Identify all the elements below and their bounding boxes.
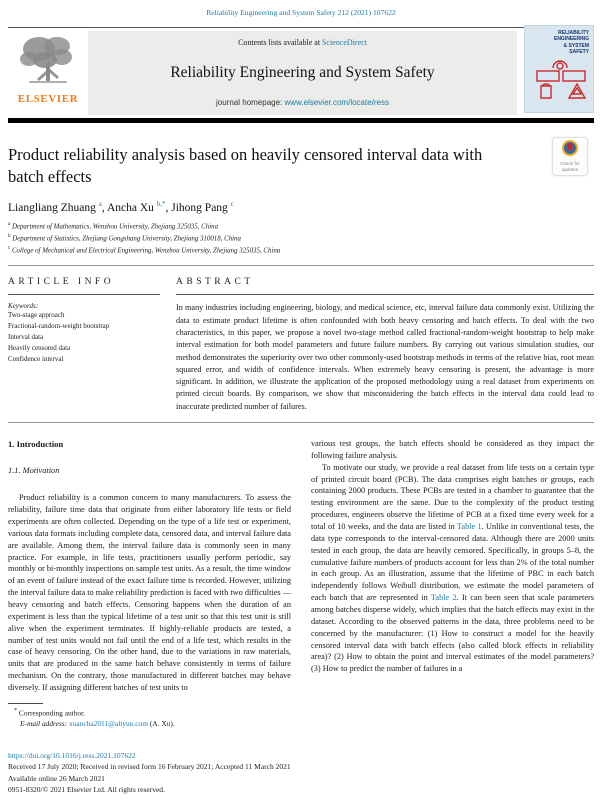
keyword: Interval data — [8, 333, 44, 342]
check-for-updates-icon — [562, 140, 578, 156]
keyword: Two-stage approach — [8, 311, 65, 320]
homepage-label: journal homepage: — [216, 98, 283, 107]
top-divider — [8, 27, 594, 28]
affiliation-text: Department of Mathematics, Wenzhou University, Zhejiang 325035, China — [10, 223, 219, 231]
contents-text: Contents lists available at — [238, 38, 321, 47]
cover-title-line: ENGINEERING — [553, 36, 589, 43]
keyword: Heavily censored data — [8, 343, 71, 352]
title-block — [8, 144, 594, 188]
author-separator: , — [101, 202, 107, 215]
article-body — [8, 438, 594, 730]
affiliation-sup: a — [8, 222, 11, 228]
author-line — [8, 201, 594, 215]
footnote-block — [8, 703, 291, 730]
abstract-bottom-divider — [8, 422, 594, 423]
author — [171, 202, 234, 214]
author-affil-sup: b,* — [156, 200, 166, 209]
body-paragraph: Product reliability is a common concern to many manufacturers. To assess the reliability, failure time data that originate from either laboratory life tests or field experiments are often collected. Depending on the type of a life test or experiment, various data formats including complete data, censored data, and interval failure data are available. Among them, the interval failure data is commonly seen in many practice. For example, in life tests, practitioners usually perform periodic, say monthly or bi-monthly inspections on sample test units. As a result, the time window of an event of failure instead of the exact failure time is recorded. However, utilizing the interval failure data to make reliability prediction is faced with two difficulties — heavy censoring and batch effects. Censoring happens when the duration of an experiment is less than the typical lifetime of a test unit so that this test unit is still alive when the experiment terminates. If highly-reliable products are tested, a number of test units would not fail until the end of a life test, which results in the case of heavy censoring. On the other hand, due to the variations in raw materials, units that are produced in the same batch behave consistently in terms of failure mechanism. On the contrary, those manufactured in different batches may behave diversely. If assigning different batches of test units to — [8, 493, 292, 693]
affiliation-sup: b — [8, 234, 11, 240]
paragraph-text: . Unlike in conventional tests, the data type corresponds to the interval-censored data. Although there are 2000 units tested in each group, the data are heavily censored. Specifically, in groups 5–8, the cumulative failure numbers of products account for less than 2% of the total number in each group. As an illustration, assume that the lifetime of PBC in each batch independently follows Weibull distribution, we estimate the model parameters of each batch that are represented in — [311, 522, 595, 603]
article-title: Product reliability analysis based on heavily censored interval data with batch effects — [8, 145, 483, 186]
body-paragraph: various test groups, the batch effects should be considered as they impact the following failure analysis. — [311, 439, 594, 460]
header-divider-bar — [8, 118, 594, 123]
affiliation-list — [8, 221, 594, 256]
homepage-line — [94, 98, 511, 107]
table-1-link[interactable]: Table 1 — [456, 522, 482, 532]
article-info-heading: ARTICLE INFO — [8, 277, 115, 288]
keyword: Fractional-random-weight bootstrap — [8, 322, 110, 331]
abstract-heading: ABSTRACT — [176, 277, 254, 288]
doi-link[interactable]: https://doi.org/10.1016/j.ress.2021.107622 — [8, 750, 136, 760]
author-separator: , — [165, 202, 172, 215]
abstract-rule — [176, 294, 594, 295]
article-info-column — [8, 277, 160, 413]
available-online: Available online 26 March 2021 — [8, 773, 105, 783]
footnote-marker: * — [14, 707, 18, 714]
affiliation — [8, 233, 594, 245]
body-left-column — [8, 438, 291, 730]
affiliation-sup: c — [8, 245, 11, 251]
author-affil-sup: c — [230, 200, 234, 209]
body-right-column — [311, 438, 594, 730]
table-2-link[interactable]: Table 2 — [430, 593, 457, 603]
article-info-rule — [8, 294, 160, 295]
elsevier-logo[interactable] — [8, 31, 88, 115]
author-name: Jihong Pang — [171, 202, 228, 215]
cover-artwork — [529, 58, 591, 104]
cover-title-line: RELIABILITY — [558, 30, 589, 36]
paragraph-text: To motivate our study, we provide a real dataset from life tests on a certain type of printed circuit board (PCB). The data comprises eight batches or groups, each containing 2000 products. These PCBs are tested in a chamber to guarantee that the testing environment are the same. Due to the complexity of the product testing procedures, engineers observe the lifetime of PCB at a fixed time every week for a total of 10 weeks, and the data are listed in — [311, 462, 594, 532]
cover-title — [525, 26, 593, 55]
journal-cover-thumbnail[interactable] — [524, 25, 594, 113]
email-link[interactable]: xuancha2011@aliyun.com — [69, 719, 148, 729]
abstract-column — [176, 277, 594, 413]
keywords-label: Keywords: — [8, 302, 39, 311]
cover-title-line: SAFETY — [569, 48, 589, 55]
email-note — [8, 718, 291, 729]
author-name: Ancha Xu — [106, 202, 154, 215]
footnote-rule — [8, 703, 43, 704]
author — [8, 202, 107, 214]
cover-title-line: & SYSTEM — [563, 42, 589, 49]
author-affil-sup: a — [98, 200, 102, 209]
sciencedirect-link[interactable]: ScienceDirect — [322, 38, 367, 47]
author-name: Liangliang Zhuang — [8, 202, 96, 215]
check-for-updates-label: Check for updates — [560, 161, 580, 172]
corresponding-author-note — [8, 707, 291, 719]
affiliation-text: College of Mechanical and Electrical Engineering, Wenzhou University, Zhejiang 325035, China — [10, 246, 281, 254]
section-divider — [8, 265, 594, 266]
keyword: Confidence interval — [8, 354, 64, 363]
author — [107, 202, 171, 214]
journal-title: Reliability Engineering and System Safety — [170, 63, 435, 81]
copyright-line: 0951-8320/© 2021 Elsevier Ltd. All rights reserved. — [8, 785, 165, 795]
paragraph-text: . It can been seen that scale parameters among batches disperse widely, which implies that the batch effects may exist in the dataset. According to the observed patterns in the data, three problems need to be concerned by the manufacturer: (1) How to construct a model for the heavily censored interval data with batch effects (also called block effects in reliability area)? (2) How to obtain the point and interval estimates of the model parameters? (3) How to predict the number of failures in a — [311, 593, 595, 674]
journal-citation-line: Reliability Engineering and System Safety 212 (2021) 107622 — [206, 8, 396, 17]
email-label: E-mail address: — [20, 719, 68, 729]
affiliation — [8, 245, 594, 257]
journal-homepage-link[interactable]: www.elsevier.com/locate/ress — [284, 98, 389, 107]
elsevier-tree-icon — [17, 33, 79, 93]
abstract-text: In many industries including engineering, biology, and medical science, etc, interval failure data commonly exist. Utilizing the data to estimate product lifetime is often confounded with both heavy censoring and batch effects. To deal with the two characteristics, in this paper, we propose a novel two-stage method called fractional-random-weight bootstrap to help make interval estimation for both model parameters and future failure numbers. By carrying out various simulation studies, our method demonstrates the superiority over two other commonly-used bootstrap methods in terms of the relative bias, root mean squared error, and width of confidence intervals. When extremely heavy censoring is present, the advantage is more significant. In addition, we illustrate the application of the proposed methodology using a real dataset from experiments on printed circuit boards. By comparison, we show that misconsidering the batch effects in the interval data could lead to inaccurate predicted number of failures. — [176, 303, 594, 411]
elsevier-wordmark: ELSEVIER — [17, 93, 79, 105]
received-dates: Received 17 July 2020; Received in revised form 16 February 2021; Accepted 11 March 2021 — [8, 762, 291, 772]
journal-header — [8, 31, 594, 115]
subsection-heading: 1.1. Motivation — [8, 466, 60, 476]
email-suffix: (A. Xu). — [148, 719, 175, 729]
journal-banner — [88, 31, 517, 115]
body-paragraph — [311, 462, 594, 675]
affiliation — [8, 221, 594, 233]
affiliation-text: Department of Statistics, Zhejiang Gongshang University, Zhejiang 310018, China — [10, 235, 241, 243]
contents-list-line — [94, 38, 511, 47]
section-heading: 1. Introduction — [8, 439, 64, 449]
info-abstract-block — [8, 277, 594, 413]
footnote-text: Corresponding author. — [17, 708, 86, 718]
article-footer — [8, 750, 594, 797]
check-for-updates-badge[interactable] — [552, 137, 588, 176]
